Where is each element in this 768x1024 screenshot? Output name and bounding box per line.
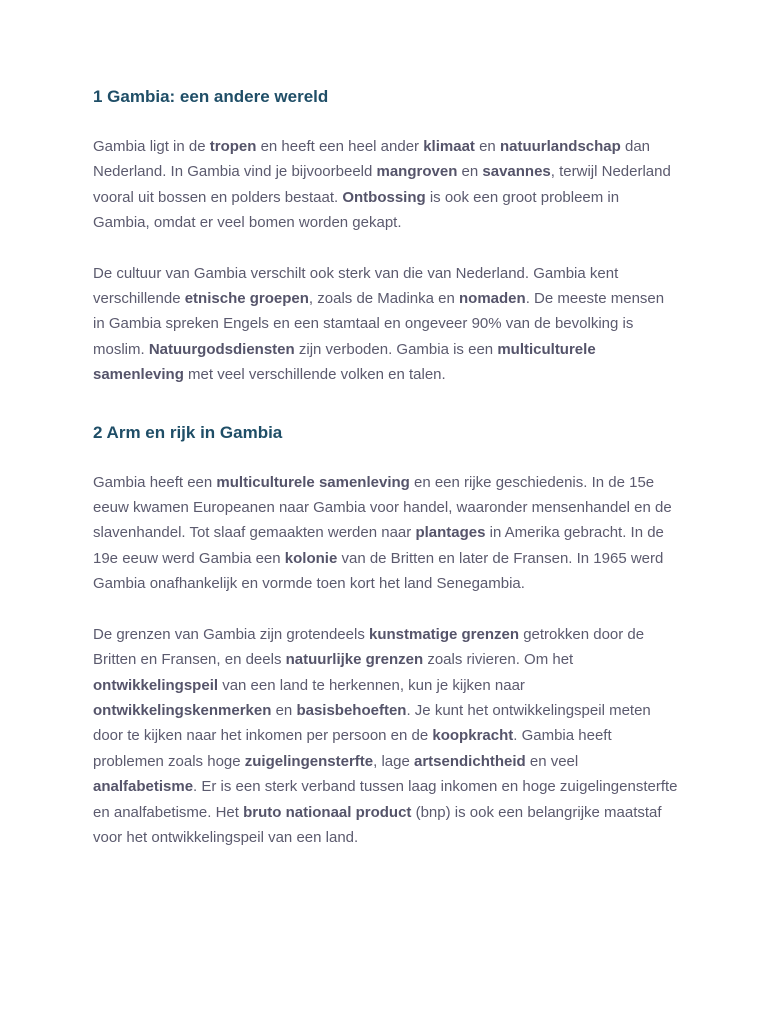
key-term: plantages xyxy=(415,524,486,542)
key-term: ontwikkelingspeil xyxy=(93,676,219,694)
key-term: Natuurgodsdiensten xyxy=(148,340,295,358)
key-term: etnische groepen xyxy=(184,290,309,308)
key-term: multiculturele samenleving xyxy=(93,340,596,384)
key-term: kunstmatige grenzen xyxy=(369,625,520,643)
key-term: mangroven xyxy=(376,163,458,181)
key-term: natuurlijke grenzen xyxy=(285,651,424,669)
key-term: koopkracht xyxy=(432,727,514,745)
section-2-paragraph-2: De grenzen van Gambia zijn grotendeels kunstmatige grenzen getrokken door de Britten en Fransen, en deels natuurlijke grenzen zoals rivieren. Om het ontwikkelingspeil van een land te herkennen, kun je kijken naar ontwikkelingskenmerken en basisbehoeften. Je kunt het ontwikkelingspeil meten door te kijken naar het inkomen per persoon en de koopkracht. Gambia heeft problemen zoals hoge zuigelingensterfte, lage artsendichtheid en veel analfabetisme. Er is een sterk verband tussen laag inkomen en hoge zuigelingensterfte en analfabetisme. Het bruto nationaal product (bnp) is ook een belangrijke maatstaf voor het ontwikkelingspeil van een land. xyxy=(93,625,678,846)
key-term: zuigelingensterfte xyxy=(244,752,374,770)
key-term: kolonie xyxy=(284,549,338,567)
key-term: nomaden xyxy=(459,290,526,308)
section-1-title: 1 Gambia: een andere wereld xyxy=(93,87,329,106)
key-term: Ontbossing xyxy=(342,188,426,206)
key-term: ontwikkelingskenmerken xyxy=(93,701,272,719)
key-term: multiculturele samenleving xyxy=(216,473,410,491)
key-term: klimaat xyxy=(423,138,475,155)
key-term: tropen xyxy=(209,138,257,155)
key-term: savannes xyxy=(482,163,551,181)
key-term: artsendichtheid xyxy=(414,752,526,770)
section-1-paragraph-1: Gambia ligt in de tropen en heeft een heel ander klimaat en natuurlandschap dan Nederland. In Gambia vind je bijvoorbeeld mangroven en savannes, terwijl Nederland vooral uit bossen en polders bestaat. Ontbossing is ook een groot probleem in Gambia, omdat er veel bomen worden gekapt. xyxy=(93,138,671,232)
document-page xyxy=(93,86,678,850)
key-term: analfabetisme xyxy=(93,778,194,796)
section-2-paragraph-1: Gambia heeft een multiculturele samenleving en een rijke geschiedenis. In de 15e eeuw kwamen Europeanen naar Gambia voor handel, waaronder mensenhandel en de slavenhandel. Tot slaaf gemaakten werden naar plantages in Amerika gebracht. In de 19e eeuw werd Gambia een kolonie van de Britten en later de Fransen. In 1965 werd Gambia onafhankelijk en vormde toen kort het land Senegambia. xyxy=(93,473,672,593)
section-1-paragraph-2: De cultuur van Gambia verschilt ook sterk van die van Nederland. Gambia kent verschillende etnische groepen, zoals de Madinka en nomaden. De meeste mensen in Gambia spreken Engels en een stamtaal en ongeveer 90% van de bevolking is moslim. Natuurgodsdiensten zijn verboden. Gambia is een multiculturele samenleving met veel verschillende volken en talen. xyxy=(93,264,665,384)
key-term: basisbehoeften xyxy=(296,701,407,719)
key-term: bruto nationaal product xyxy=(243,803,412,821)
key-term: natuurlandschap xyxy=(499,138,621,155)
section-2-title: 2 Arm en rijk in Gambia xyxy=(93,422,283,442)
